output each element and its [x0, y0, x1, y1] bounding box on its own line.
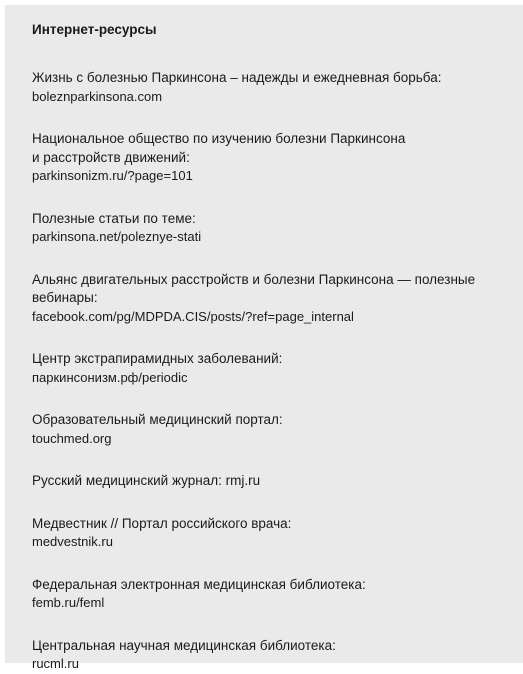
- resource-link[interactable]: femb.ru/feml: [32, 595, 105, 610]
- resource-title: Русский медицинский журнал: rmj.ru: [32, 473, 261, 488]
- resource-title: Центр экстрапирамидных заболеваний:: [32, 351, 283, 366]
- resource-entry: [32, 210, 499, 247]
- resource-title: Федеральная электронная медицинская библиотека:: [32, 576, 366, 592]
- resource-title: Альянс двигательных расстройств и болезни Паркинсона — полезные: [32, 271, 476, 287]
- resource-title: вебинары:: [32, 290, 98, 305]
- resource-entry: [32, 411, 499, 448]
- resource-title: Образовательный медицинский портал:: [32, 412, 283, 427]
- resource-title: Полезные статьи по теме:: [32, 210, 196, 226]
- resource-title: Жизнь с болезнью Паркинсона – надежды и ежедневная борьба:: [32, 70, 442, 85]
- resource-list: [32, 69, 499, 674]
- resource-link[interactable]: parkinsona.net/poleznye-stati: [32, 229, 202, 244]
- section-heading: Интернет-ресурсы: [32, 22, 157, 37]
- resource-link[interactable]: touchmed.org: [32, 430, 112, 446]
- resource-title: и расстройств движений:: [32, 149, 190, 165]
- resource-title: Центральная научная медицинская библиотека:: [32, 637, 336, 653]
- resources-panel: [5, 5, 523, 671]
- resource-entry: [32, 271, 499, 327]
- resource-entry: [32, 515, 499, 552]
- resource-link[interactable]: medvestnik.ru: [32, 534, 113, 549]
- resource-entry: [32, 130, 499, 186]
- resource-entry: [32, 472, 499, 491]
- resource-link[interactable]: rucml.ru: [32, 656, 79, 671]
- resource-entry: [32, 350, 499, 387]
- resource-entry: [32, 576, 499, 613]
- resource-link[interactable]: boleznparkinsona.com: [32, 88, 163, 104]
- resource-link[interactable]: паркинсонизм.рф/periodic: [32, 369, 188, 385]
- resource-title: Медвестник // Портал российского врача:: [32, 515, 292, 531]
- resource-entry: [32, 69, 499, 106]
- resource-link[interactable]: parkinsonizm.ru/?page=101: [32, 168, 193, 183]
- resource-link[interactable]: facebook.com/pg/MDPDA.CIS/posts/?ref=page_internal: [32, 308, 354, 324]
- resource-entry: [32, 637, 499, 674]
- resource-title: Национальное общество по изучению болезни Паркинсона: [32, 131, 406, 146]
